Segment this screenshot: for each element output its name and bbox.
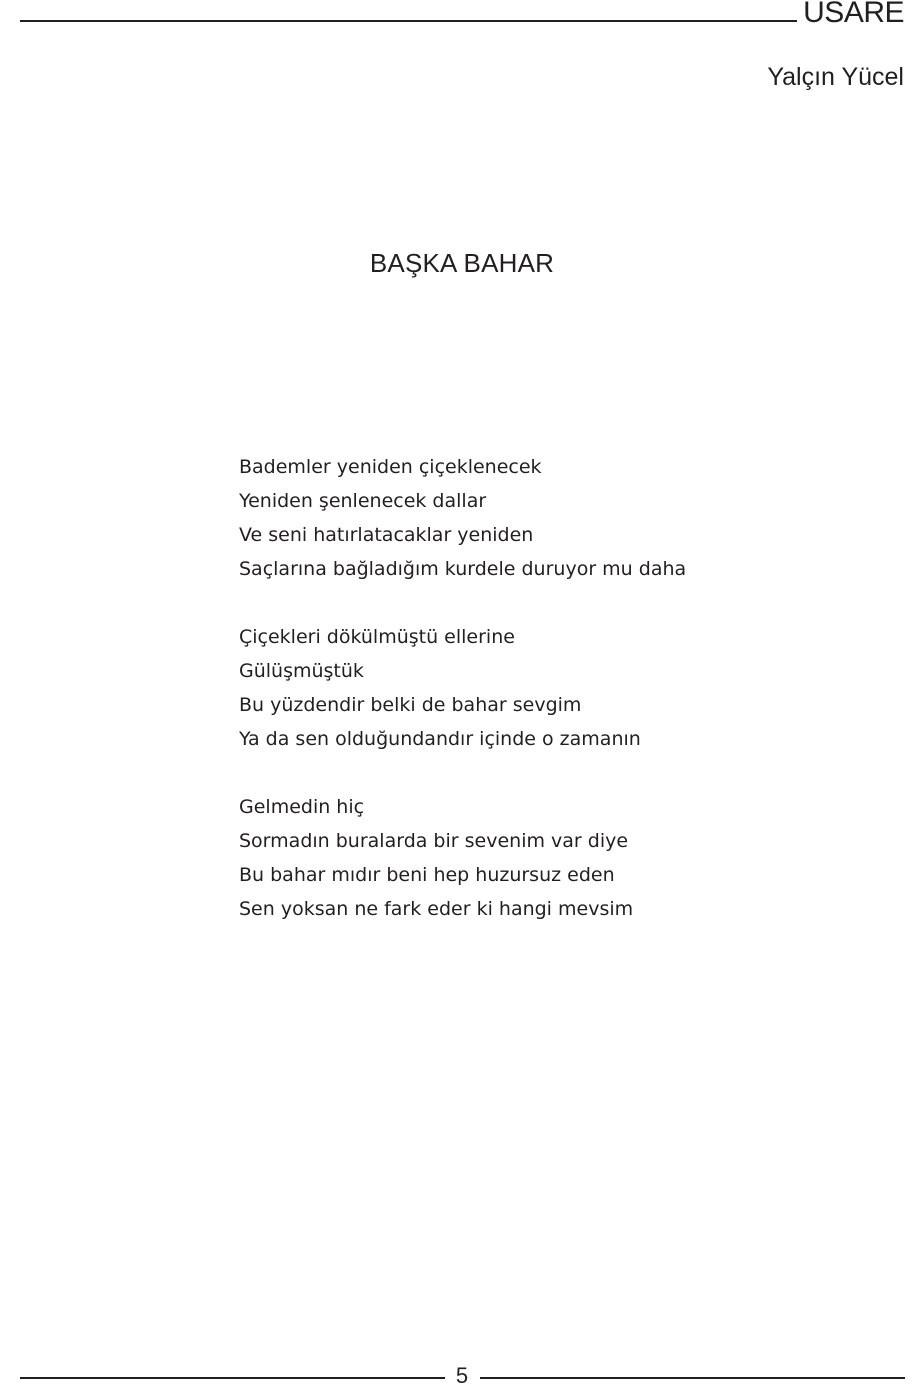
header-rule xyxy=(20,20,797,22)
verse-line: Ve seni hatırlatacaklar yeniden xyxy=(239,524,534,546)
verse-line: Bu yüzdendir belki de bahar sevgim xyxy=(239,694,582,716)
verse-line: Sen yoksan ne fark eder ki hangi mevsim xyxy=(239,898,634,920)
verse-line: Gülüşmüştük xyxy=(239,660,364,682)
verse-line: Saçlarına bağladığım kurdele duruyor mu daha xyxy=(239,558,687,580)
stanza-1 xyxy=(239,450,879,586)
stanza-2 xyxy=(239,620,879,756)
poem-title: BAŞKA BAHAR xyxy=(369,248,555,278)
verse-line: Bu bahar mıdır beni hep huzursuz eden xyxy=(239,864,615,886)
page-number: 5 xyxy=(455,1363,469,1388)
stanza-3 xyxy=(239,790,879,926)
verse-line: Çiçekleri dökülmüştü ellerine xyxy=(239,626,515,648)
verse-line: Sormadın buralarda bir sevenim var diye xyxy=(239,830,629,852)
verse-line: Gelmedin hiç xyxy=(239,796,365,818)
verse-line: Yeniden şenlenecek dallar xyxy=(239,490,487,512)
verse-line: Ya da sen olduğundandır içinde o zamanın xyxy=(239,728,641,750)
poem-body xyxy=(239,450,879,960)
footer-rule-right xyxy=(480,1377,905,1379)
author-name: Yalçın Yücel xyxy=(767,63,904,91)
verse-line: Bademler yeniden çiçeklenecek xyxy=(239,456,542,478)
footer-rule-left xyxy=(20,1377,445,1379)
journal-name: USARE xyxy=(803,0,904,29)
